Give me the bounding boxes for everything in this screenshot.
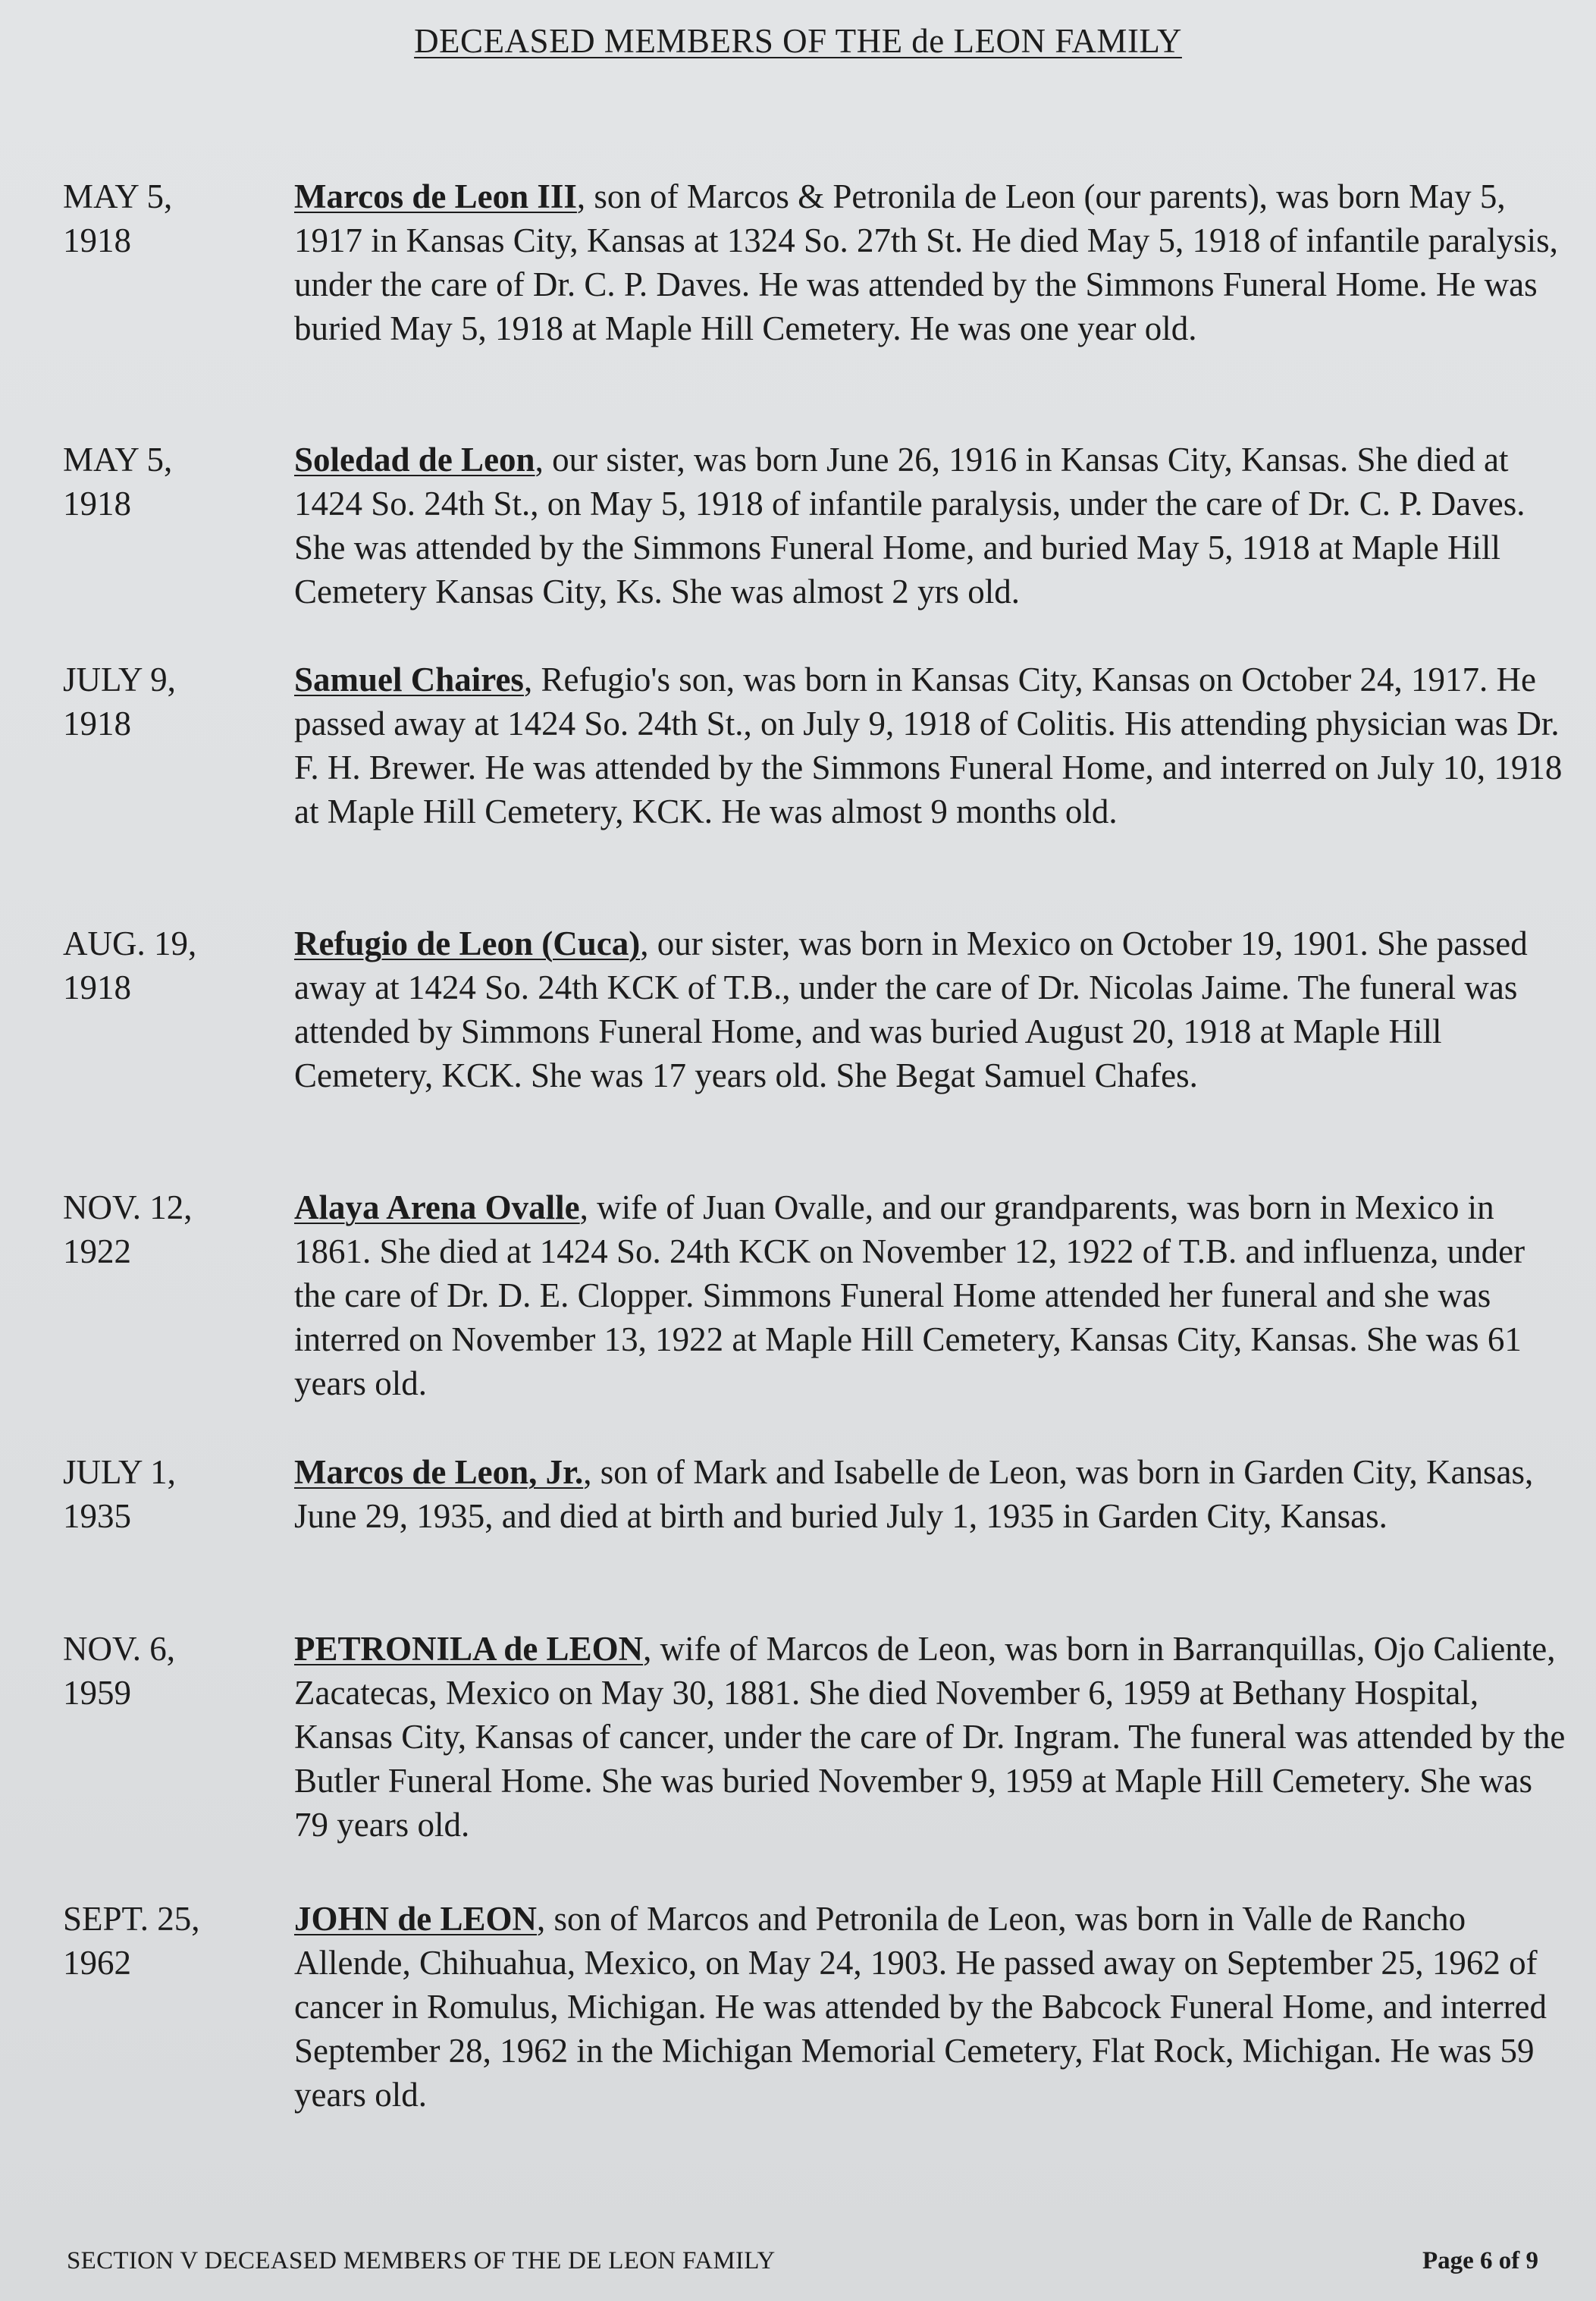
entry-name: PETRONILA de LEON bbox=[294, 1630, 644, 1668]
entry-name: Alaya Arena Ovalle bbox=[294, 1188, 580, 1226]
entry-date-line2: 1935 bbox=[63, 1497, 131, 1535]
entry-date bbox=[63, 1897, 268, 1985]
entry-description: , our sister, was born June 26, 1916 in Kansas City, Kansas. She died at 1424 So. 24th St., on May 5, 1918 of infantile paralysis, under the care of Dr. C. P. Daves. She was attended by the Simmons Funeral Home, and buried May 5, 1918 at Maple Hill Cemetery Kansas City, Ks. She was almost 2 yrs old. bbox=[294, 441, 1525, 611]
entry-name: Refugio de Leon (Cuca) bbox=[294, 924, 641, 962]
entry-text bbox=[294, 1450, 1568, 1538]
entry-name: Soledad de Leon bbox=[294, 441, 535, 479]
entry-date bbox=[63, 1450, 268, 1538]
entry-date bbox=[63, 921, 268, 1009]
entry-date-line1: MAY 5, bbox=[63, 177, 173, 215]
entry-description: , son of Marcos & Petronila de Leon (our parents), was born May 5, 1917 in Kansas City, Kansas at 1324 So. 27th St. He died May 5, 1918 of infantile paralysis, under the care of Dr. C. P. Daves. He was attended by the Simmons Funeral Home. He was buried May 5, 1918 at Maple Hill Cemetery. He was one year old. bbox=[294, 177, 1558, 347]
entry-date-line2: 1922 bbox=[63, 1232, 131, 1270]
entry-description: , wife of Marcos de Leon, was born in Barranquillas, Ojo Caliente, Zacatecas, Mexico on May 30, 1881. She died November 6, 1959 at Bethany Hospital, Kansas City, Kansas of cancer, under the care of Dr. Ingram. The funeral was attended by the Butler Funeral Home. She was buried November 9, 1959 at Maple Hill Cemetery. She was 79 years old. bbox=[294, 1630, 1566, 1844]
entry-text bbox=[294, 921, 1568, 1097]
entry-date bbox=[63, 658, 268, 746]
entry-text bbox=[294, 174, 1568, 350]
entry-text bbox=[294, 1897, 1568, 2117]
entry-date-line1: JULY 1, bbox=[63, 1453, 176, 1491]
entry-date-line2: 1918 bbox=[63, 221, 131, 259]
entry-date-line2: 1962 bbox=[63, 1944, 131, 1982]
entry-date bbox=[63, 174, 268, 262]
entry-description: , son of Mark and Isabelle de Leon, was born in Garden City, Kansas, June 29, 1935, and died at birth and buried July 1, 1935 in Garden City, Kansas. bbox=[294, 1453, 1534, 1535]
entry-description: , wife of Juan Ovalle, and our grandparents, was born in Mexico in 1861. She died at 1424 So. 24th KCK on November 12, 1922 of T.B. and influenza, under the care of Dr. D. E. Clopper. Simmons Funeral Home attended her funeral and she was interred on November 13, 1922 at Maple Hill Cemetery, Kansas City, Kansas. She was 61 years old. bbox=[294, 1188, 1525, 1402]
footer-section: SECTION V DECEASED MEMBERS OF THE DE LEON FAMILY bbox=[67, 2247, 776, 2274]
entry-date bbox=[63, 1185, 268, 1273]
entry-date-line1: NOV. 12, bbox=[63, 1188, 193, 1226]
document-title: DECEASED MEMBERS OF THE de LEON FAMILY bbox=[414, 22, 1182, 60]
entry-date-line1: MAY 5, bbox=[63, 441, 173, 479]
entry-date-line1: AUG. 19, bbox=[63, 924, 197, 962]
entry-date-line1: JULY 9, bbox=[63, 661, 176, 698]
entry-date-line1: SEPT. 25, bbox=[63, 1900, 200, 1938]
entry-date-line2: 1959 bbox=[63, 1674, 131, 1712]
entry-name: Samuel Chaires bbox=[294, 661, 524, 698]
entry-text bbox=[294, 438, 1568, 614]
entry-description: , our sister, was born in Mexico on October 19, 1901. She passed away at 1424 So. 24th KCK of T.B., under the care of Dr. Nicolas Jaime. The funeral was attended by Simmons Funeral Home, and was buried August 20, 1918 at Maple Hill Cemetery, KCK. She was 17 years old. She Begat Samuel Chafes. bbox=[294, 924, 1528, 1094]
footer-page-number: Page 6 of 9 bbox=[1422, 2247, 1538, 2274]
entry-date-line2: 1918 bbox=[63, 968, 131, 1006]
entry-date bbox=[63, 438, 268, 526]
entry-name: Marcos de Leon III bbox=[294, 177, 577, 215]
entry-description: , son of Marcos and Petronila de Leon, was born in Valle de Rancho Allende, Chihuahua, Mexico, on May 24, 1903. He passed away on September 25, 1962 of cancer in Romulus, Michigan. He was attended by the Babcock Funeral Home, and interred September 28, 1962 in the Michigan Memorial Cemetery, Flat Rock, Michigan. He was 59 years old. bbox=[294, 1900, 1547, 2114]
entry-name: Marcos de Leon, Jr. bbox=[294, 1453, 584, 1491]
entry-date-line2: 1918 bbox=[63, 485, 131, 523]
entry-text bbox=[294, 1627, 1568, 1847]
entry-date bbox=[63, 1627, 268, 1715]
entry-date-line2: 1918 bbox=[63, 705, 131, 742]
entry-name: JOHN de LEON bbox=[294, 1900, 538, 1938]
entry-text bbox=[294, 1185, 1568, 1405]
entry-date-line1: NOV. 6, bbox=[63, 1630, 175, 1668]
entry-description: , Refugio's son, was born in Kansas City, Kansas on October 24, 1917. He passed away at 1424 So. 24th St., on July 9, 1918 of Colitis. His attending physician was Dr. F. H. Brewer. He was attended by the Simmons Funeral Home, and interred on July 10, 1918 at Maple Hill Cemetery, KCK. He was almost 9 months old. bbox=[294, 661, 1563, 830]
entry-text bbox=[294, 658, 1568, 833]
